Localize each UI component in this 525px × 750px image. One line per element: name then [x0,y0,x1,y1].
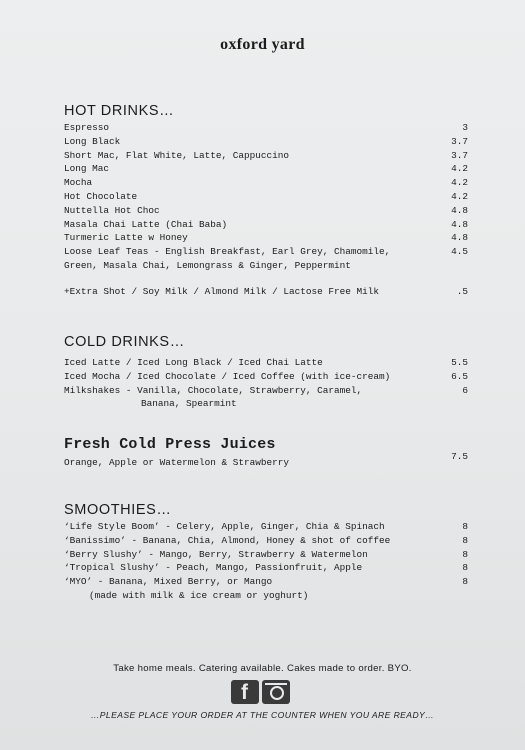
extras-line [64,285,468,299]
menu-item: Loose Leaf Teas - English Breakfast, Earl Grey, Chamomile, Green, Masala Chai, Lemongrass & Ginger, Peppermint 4.5 [64,246,468,271]
juices-heading: Fresh Cold Press Juices [64,436,276,453]
menu-item: +Extra Shot / Soy Milk / Almond Milk / Lactose Free Milk .5 [64,286,468,297]
menu-item: ‘Banissimo’ - Banana, Chia, Almond, Honey & shot of coffee 8 [64,534,468,546]
menu-item: Milkshakes - Vanilla, Chocolate, Strawberry, Caramel, 6 [64,384,468,396]
menu-item: Short Mac, Flat White, Latte, Cappuccino 3.7 [64,149,468,161]
menu-item: Banana, Spearmint [141,398,237,410]
menu-title: oxford yard [220,36,305,53]
instagram-icon [262,680,290,704]
menu-item: Long Mac 4.2 [64,163,468,175]
cold-drinks-heading: COLD DRINKS… [64,334,185,350]
menu-item: Iced Mocha / Iced Chocolate / Iced Coffee (with ice-cream) 6.5 [64,370,468,382]
smoothies-heading: SMOOTHIES… [64,502,172,518]
juices-list [64,451,468,470]
menu-item: Espresso 3 [64,122,468,133]
menu-item: Long Black 3.7 [64,135,468,147]
order-instructions: …PLEASE PLACE YOUR ORDER AT THE COUNTER WHEN YOU ARE READY… [90,710,435,720]
facebook-icon: f [231,680,259,704]
menu-item: ‘Tropical Slushy’ - Peach, Mango, Passionfruit, Apple 8 [64,562,468,574]
menu-item: ‘Life Style Boom’ - Celery, Apple, Ginger, Chia & Spinach 8 [64,521,468,532]
menu-item: Orange, Apple or Watermelon & Strawberry 7.5 [64,451,468,468]
menu-item: (made with milk & ice cream or yoghurt) [89,589,309,601]
smoothies-list [64,520,468,603]
menu-item: ‘MYO’ - Banana, Mixed Berry, or Mango 8 [64,576,468,588]
menu-item: ‘Berry Slushy’ - Mango, Berry, Strawberry & Watermelon 8 [64,548,468,560]
menu-item: Mocha 4.2 [64,177,468,189]
menu-item: Masala Chai Latte (Chai Baba) 4.8 [64,218,468,230]
menu-item: Iced Latte / Iced Long Black / Iced Chai Latte 5.5 [64,357,468,368]
menu-item: Turmeric Latte w Honey 4.8 [64,232,468,244]
cold-drinks-list [64,356,468,411]
social-icons [231,680,290,704]
hot-drinks-heading: HOT DRINKS… [64,103,175,119]
menu-item: Nuttella Hot Choc 4.8 [64,204,468,216]
hot-drinks-list [64,121,468,273]
menu-item: Hot Chocolate 4.2 [64,190,468,202]
services-note: Take home meals. Catering available. Cakes made to order. BYO. [113,663,412,674]
